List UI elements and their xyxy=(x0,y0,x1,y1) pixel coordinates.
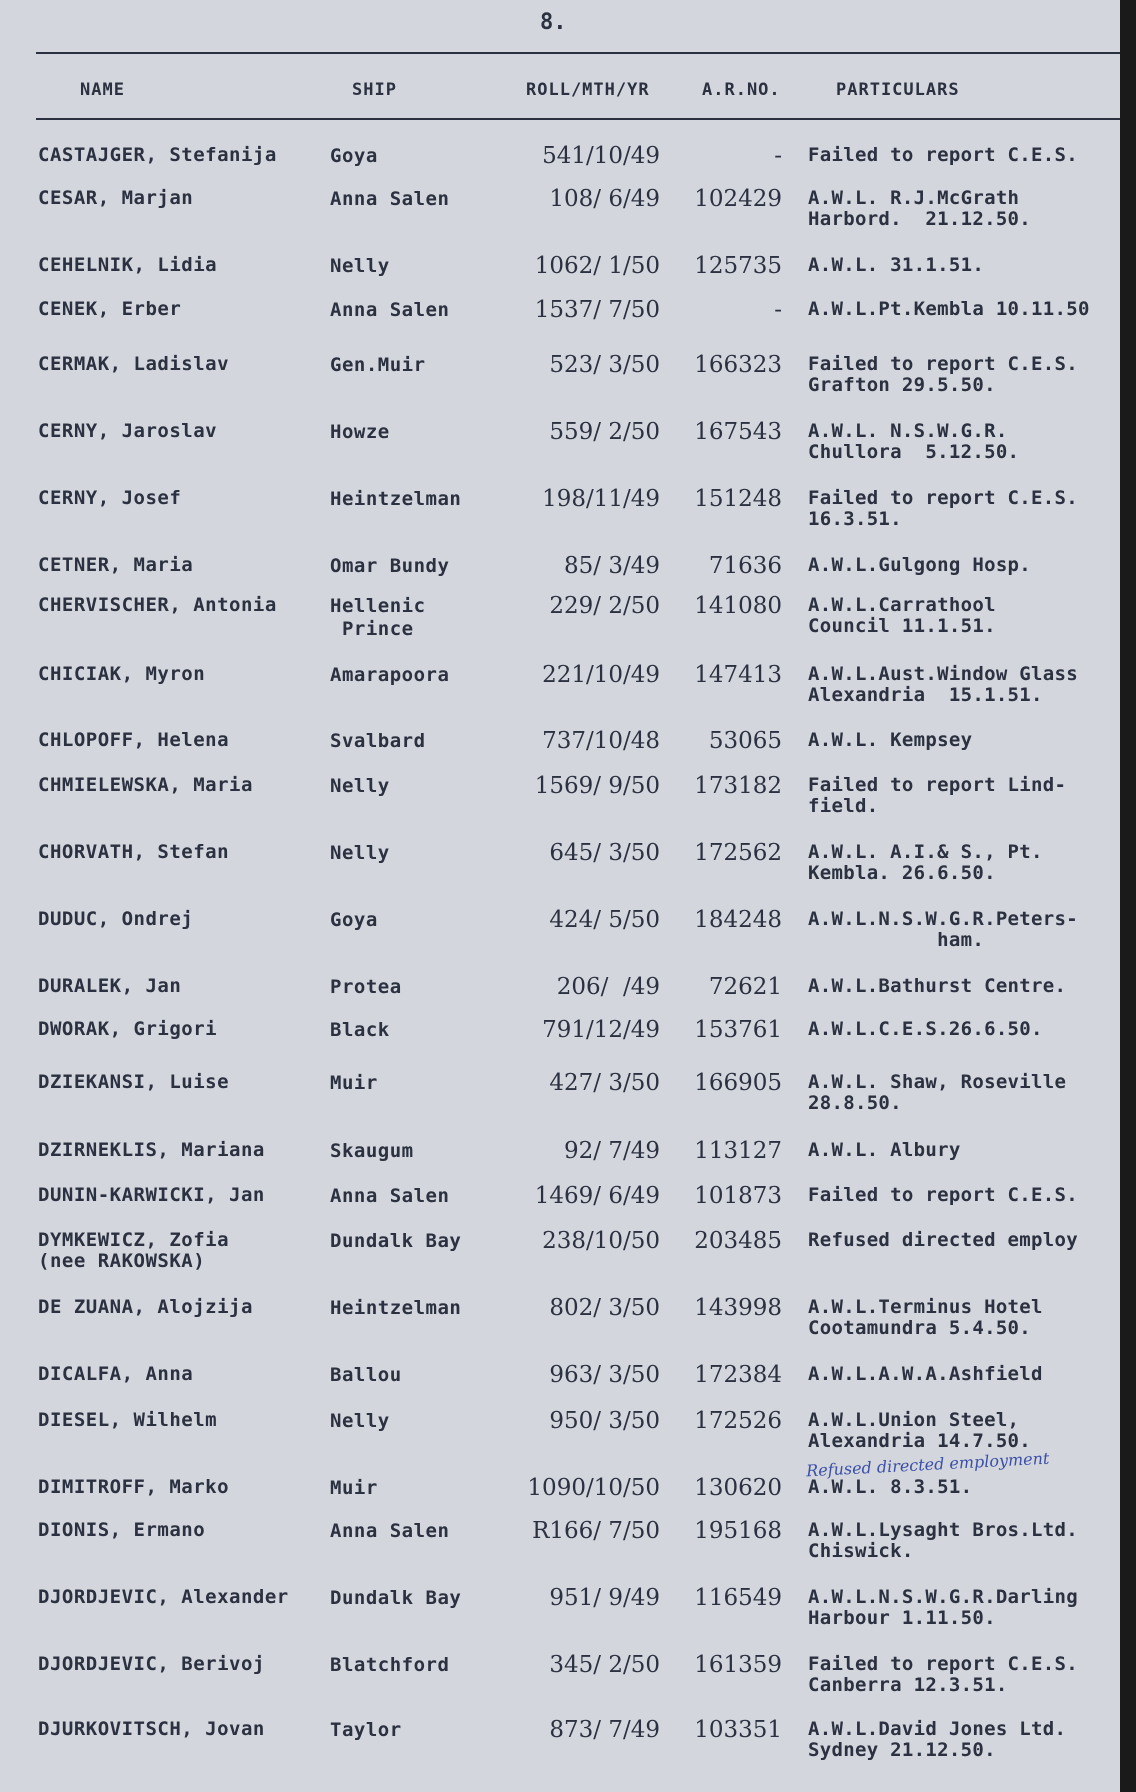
name-cell: DJURKOVITSCH, Jovan xyxy=(38,1718,265,1740)
name-cell: DYMKEWICZ, Zofia (nee RAKOWSKA) xyxy=(38,1229,230,1272)
roll-cell: 108/ 6/49 xyxy=(549,186,660,212)
ship-cell: Anna Salen xyxy=(330,1185,450,1207)
name-cell: CETNER, Maria xyxy=(38,554,194,576)
ar-number-cell: 53065 xyxy=(708,728,782,754)
particulars-cell: Failed to report C.E.S. xyxy=(808,144,1078,166)
ar-number-cell: 172384 xyxy=(694,1362,782,1388)
ar-number-cell: 71636 xyxy=(708,553,782,579)
roll-cell: 229/ 2/50 xyxy=(549,593,660,619)
roll-cell: 427/ 3/50 xyxy=(549,1070,660,1096)
ship-cell: Nelly xyxy=(330,1410,390,1432)
name-cell: DWORAK, Grigori xyxy=(38,1018,218,1040)
ship-cell: Nelly xyxy=(330,842,390,864)
ar-number-cell: 102429 xyxy=(694,186,782,212)
roll-cell: 1569/ 9/50 xyxy=(534,773,660,799)
ship-cell: Skaugum xyxy=(330,1140,414,1162)
ar-number-cell: 203485 xyxy=(694,1228,782,1254)
name-cell: DE ZUANA, Alojzija xyxy=(38,1296,253,1318)
roll-cell: 523/ 3/50 xyxy=(549,352,660,378)
ship-cell: Heintzelman xyxy=(330,1297,462,1319)
roll-cell: 221/10/49 xyxy=(542,662,660,688)
name-cell: CHORVATH, Stefan xyxy=(38,841,230,863)
name-cell: DIONIS, Ermano xyxy=(38,1519,206,1541)
roll-cell: 238/10/50 xyxy=(542,1228,660,1254)
ship-cell: Howze xyxy=(330,421,390,443)
ar-number-cell: 125735 xyxy=(694,253,782,279)
ar-number-cell: 172526 xyxy=(694,1408,782,1434)
name-cell: CERNY, Jaroslav xyxy=(38,420,218,442)
ship-cell: Gen.Muir xyxy=(330,354,426,376)
name-cell: DURALEK, Jan xyxy=(38,975,182,997)
ar-number-cell: 161359 xyxy=(694,1652,782,1678)
particulars-cell: A.W.L.Terminus Hotel Cootamundra 5.4.50. xyxy=(808,1296,1043,1339)
particulars-cell: A.W.L.Carrathool Council 11.1.51. xyxy=(808,594,996,637)
roll-cell: 85/ 3/49 xyxy=(564,553,660,579)
particulars-cell: A.W.L.A.W.A.Ashfield xyxy=(808,1363,1043,1385)
name-cell: DUNIN-KARWICKI, Jan xyxy=(38,1184,265,1206)
ar-number-cell: 166905 xyxy=(694,1070,782,1096)
ar-number-cell: 153761 xyxy=(694,1017,782,1043)
name-cell: DJORDJEVIC, Berivoj xyxy=(38,1653,265,1675)
ar-number-cell: 195168 xyxy=(694,1518,782,1544)
ship-cell: Dundalk Bay xyxy=(330,1587,462,1609)
name-cell: CENEK, Erber xyxy=(38,298,182,320)
header-name: NAME xyxy=(80,80,125,100)
roll-cell: 424/ 5/50 xyxy=(549,907,660,933)
ar-number-cell: 147413 xyxy=(694,662,782,688)
roll-cell: 1537/ 7/50 xyxy=(534,297,660,323)
ship-cell: Anna Salen xyxy=(330,188,450,210)
particulars-cell: Refused directed employ xyxy=(808,1229,1078,1251)
particulars-cell: A.W.L. 8.3.51. xyxy=(808,1476,973,1498)
ship-cell: Nelly xyxy=(330,775,390,797)
name-cell: DJORDJEVIC, Alexander xyxy=(38,1586,289,1608)
roll-cell: 873/ 7/49 xyxy=(549,1717,660,1743)
particulars-cell: A.W.L. N.S.W.G.R. Chullora 5.12.50. xyxy=(808,420,1020,463)
name-cell: DIMITROFF, Marko xyxy=(38,1476,230,1498)
handwritten-note: Refused directed employment xyxy=(805,1448,1050,1481)
particulars-cell: Failed to report C.E.S. Grafton 29.5.50. xyxy=(808,353,1078,396)
ar-number-cell: 113127 xyxy=(694,1138,782,1164)
name-cell: CHICIAK, Myron xyxy=(38,663,206,685)
ar-number-cell: 103351 xyxy=(694,1717,782,1743)
ar-number-cell: - xyxy=(774,297,782,323)
roll-cell: 791/12/49 xyxy=(542,1017,660,1043)
ar-number-cell: 101873 xyxy=(694,1183,782,1209)
particulars-cell: A.W.L.Pt.Kembla 10.11.50 xyxy=(808,298,1090,320)
ar-number-cell: 184248 xyxy=(694,907,782,933)
roll-cell: 737/10/48 xyxy=(542,728,660,754)
ship-cell: Ballou xyxy=(330,1364,402,1386)
particulars-cell: A.W.L.Gulgong Hosp. xyxy=(808,554,1032,576)
roll-cell: 802/ 3/50 xyxy=(549,1295,660,1321)
particulars-cell: A.W.L.Lysaght Bros.Ltd. Chiswick. xyxy=(808,1519,1078,1562)
header-particulars: PARTICULARS xyxy=(836,80,960,100)
particulars-cell: A.W.L. Kempsey xyxy=(808,729,973,751)
particulars-cell: A.W.L.N.S.W.G.R.Peters- ham. xyxy=(808,908,1078,951)
header-roll: ROLL/MTH/YR xyxy=(526,80,650,100)
roll-cell: 541/10/49 xyxy=(542,143,660,169)
particulars-cell: Failed to report C.E.S. 16.3.51. xyxy=(808,487,1078,530)
roll-cell: 1469/ 6/49 xyxy=(534,1183,660,1209)
page-number: 8. xyxy=(540,10,567,35)
roll-cell: 559/ 2/50 xyxy=(549,419,660,445)
header-rule xyxy=(36,118,1120,120)
roll-cell: 198/11/49 xyxy=(542,486,660,512)
ship-cell: Goya xyxy=(330,909,378,931)
roll-cell: 963/ 3/50 xyxy=(549,1362,660,1388)
roll-cell: 951/ 9/49 xyxy=(549,1585,660,1611)
ar-number-cell: 151248 xyxy=(694,486,782,512)
name-cell: DZIRNEKLIS, Mariana xyxy=(38,1139,265,1161)
ship-cell: Goya xyxy=(330,145,378,167)
roll-cell: 206/ /49 xyxy=(556,974,660,1000)
ship-cell: Amarapoora xyxy=(330,664,450,686)
ship-cell: Taylor xyxy=(330,1719,402,1741)
particulars-cell: A.W.L.C.E.S.26.6.50. xyxy=(808,1018,1043,1040)
name-cell: CERNY, Josef xyxy=(38,487,182,509)
roll-cell: 345/ 2/50 xyxy=(549,1652,660,1678)
ar-number-cell: 130620 xyxy=(694,1475,782,1501)
roll-cell: 92/ 7/49 xyxy=(564,1138,660,1164)
particulars-cell: A.W.L.Aust.Window Glass Alexandria 15.1.51. xyxy=(808,663,1078,706)
ar-number-cell: 143998 xyxy=(694,1295,782,1321)
top-rule xyxy=(36,52,1120,54)
particulars-cell: A.W.L. Albury xyxy=(808,1139,961,1161)
ar-number-cell: 172562 xyxy=(694,840,782,866)
name-cell: DICALFA, Anna xyxy=(38,1363,194,1385)
ship-cell: Black xyxy=(330,1019,390,1041)
name-cell: DZIEKANSI, Luise xyxy=(38,1071,230,1093)
name-cell: CHERVISCHER, Antonia xyxy=(38,594,277,616)
particulars-cell: A.W.L. R.J.McGrath Harbord. 21.12.50. xyxy=(808,187,1032,230)
ship-cell: Blatchford xyxy=(330,1654,450,1676)
roll-cell: 1062/ 1/50 xyxy=(534,253,660,279)
roll-cell: R166/ 7/50 xyxy=(532,1518,660,1544)
ar-number-cell: - xyxy=(774,143,782,169)
ship-cell: Muir xyxy=(330,1072,378,1094)
particulars-cell: Failed to report Lind- field. xyxy=(808,774,1067,817)
particulars-cell: A.W.L. A.I.& S., Pt. Kembla. 26.6.50. xyxy=(808,841,1043,884)
ar-number-cell: 166323 xyxy=(694,352,782,378)
name-cell: CHMIELEWSKA, Maria xyxy=(38,774,253,796)
ship-cell: Muir xyxy=(330,1477,378,1499)
header-ar-no: A.R.NO. xyxy=(702,80,781,100)
name-cell: CEHELNIK, Lidia xyxy=(38,254,218,276)
roll-cell: 645/ 3/50 xyxy=(549,840,660,866)
particulars-cell: A.W.L.David Jones Ltd. Sydney 21.12.50. xyxy=(808,1718,1067,1761)
particulars-cell: Failed to report C.E.S. xyxy=(808,1184,1078,1206)
ship-cell: Heintzelman xyxy=(330,488,462,510)
particulars-cell: Failed to report C.E.S. Canberra 12.3.51. xyxy=(808,1653,1078,1696)
name-cell: CERMAK, Ladislav xyxy=(38,353,230,375)
name-cell: CHLOPOFF, Helena xyxy=(38,729,230,751)
ship-cell: Svalbard xyxy=(330,730,426,752)
particulars-cell: A.W.L. 31.1.51. xyxy=(808,254,985,276)
roll-cell: 1090/10/50 xyxy=(527,1475,660,1501)
particulars-cell: A.W.L.N.S.W.G.R.Darling Harbour 1.11.50. xyxy=(808,1586,1078,1629)
ar-number-cell: 116549 xyxy=(694,1585,782,1611)
ship-cell: Anna Salen xyxy=(330,1520,450,1542)
ship-cell: Dundalk Bay xyxy=(330,1230,462,1252)
name-cell: CASTAJGER, Stefanija xyxy=(38,144,277,166)
roll-cell: 950/ 3/50 xyxy=(549,1408,660,1434)
ar-number-cell: 141080 xyxy=(694,593,782,619)
particulars-cell: A.W.L. Shaw, Roseville 28.8.50. xyxy=(808,1071,1067,1114)
ship-cell: Nelly xyxy=(330,255,390,277)
particulars-cell: A.W.L.Union Steel, Alexandria 14.7.50. xyxy=(808,1409,1032,1452)
ar-number-cell: 72621 xyxy=(708,974,782,1000)
ar-number-cell: 167543 xyxy=(694,419,782,445)
name-cell: CESAR, Marjan xyxy=(38,187,194,209)
name-cell: DIESEL, Wilhelm xyxy=(38,1409,218,1431)
ship-cell: Omar Bundy xyxy=(330,555,450,577)
particulars-cell: A.W.L.Bathurst Centre. xyxy=(808,975,1067,997)
ar-number-cell: 173182 xyxy=(694,773,782,799)
header-ship: SHIP xyxy=(352,80,397,100)
ship-cell: Protea xyxy=(330,976,402,998)
ship-cell: Hellenic Prince xyxy=(330,595,426,640)
ship-cell: Anna Salen xyxy=(330,299,450,321)
name-cell: DUDUC, Ondrej xyxy=(38,908,194,930)
